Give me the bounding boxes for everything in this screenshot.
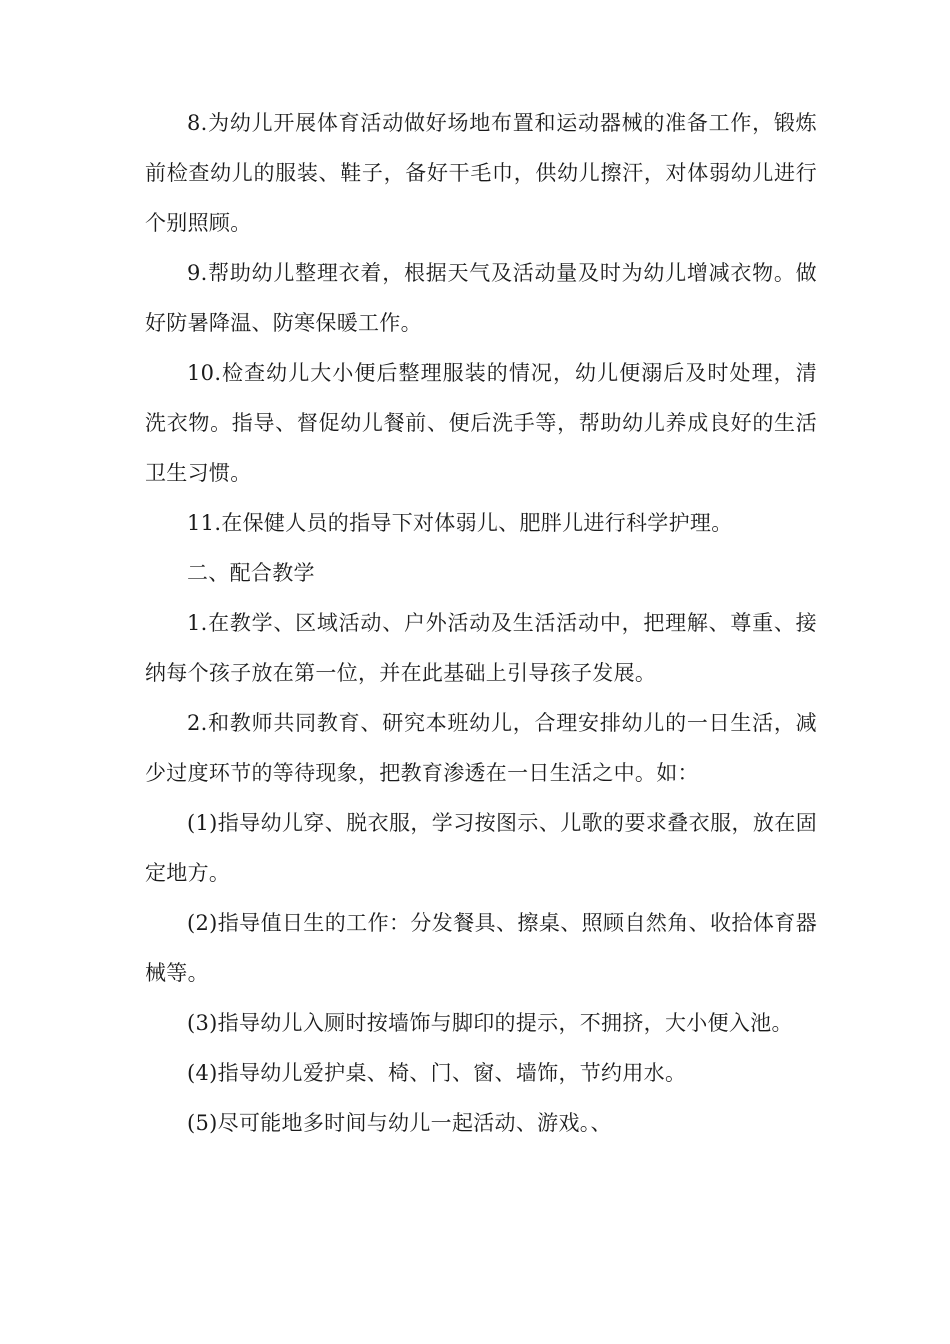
paragraph-item-1: 1.在教学、区域活动、户外活动及生活活动中，把理解、尊重、接纳每个孩子放在第一位，并在此基础上引导孩子发展。 <box>145 611 817 685</box>
paragraph-item-2: 2.和教师共同教育、研究本班幼儿，合理安排幼儿的一日生活，减少过度环节的等待现象，把教育渗透在一日生活之中。如： <box>145 711 817 785</box>
document-body <box>145 98 817 1148</box>
sub-item-3: (3)指导幼儿入厕时按墙饰与脚印的提示，不拥挤，大小便入池。 <box>187 1011 793 1035</box>
sub-item-4: (4)指导幼儿爱护桌、椅、门、窗、墙饰，节约用水。 <box>187 1061 687 1085</box>
paragraph-item-9: 9.帮助幼儿整理衣着，根据天气及活动量及时为幼儿增减衣物。做好防暑降温、防寒保暖工作。 <box>145 261 817 335</box>
sub-item-1: (1)指导幼儿穿、脱衣服，学习按图示、儿歌的要求叠衣服，放在固定地方。 <box>145 811 817 885</box>
paragraph-item-10: 10.检查幼儿大小便后整理服装的情况，幼儿便溺后及时处理，清洗衣物。指导、督促幼儿餐前、便后洗手等，帮助幼儿养成良好的生活卫生习惯。 <box>145 361 817 485</box>
sub-item-2: (2)指导值日生的工作：分发餐具、擦桌、照顾自然角、收拾体育器械等。 <box>145 911 817 985</box>
sub-item-5: (5)尽可能地多时间与幼儿一起活动、游戏。、 <box>187 1111 612 1135</box>
paragraph-item-8: 8.为幼儿开展体育活动做好场地布置和运动器械的准备工作，锻炼前检查幼儿的服装、鞋子，备好干毛巾，供幼儿擦汗，对体弱幼儿进行个别照顾。 <box>145 111 817 235</box>
paragraph-item-11: 11.在保健人员的指导下对体弱儿、肥胖儿进行科学护理。 <box>187 511 733 535</box>
section-heading-teaching: 二、配合教学 <box>187 561 315 585</box>
